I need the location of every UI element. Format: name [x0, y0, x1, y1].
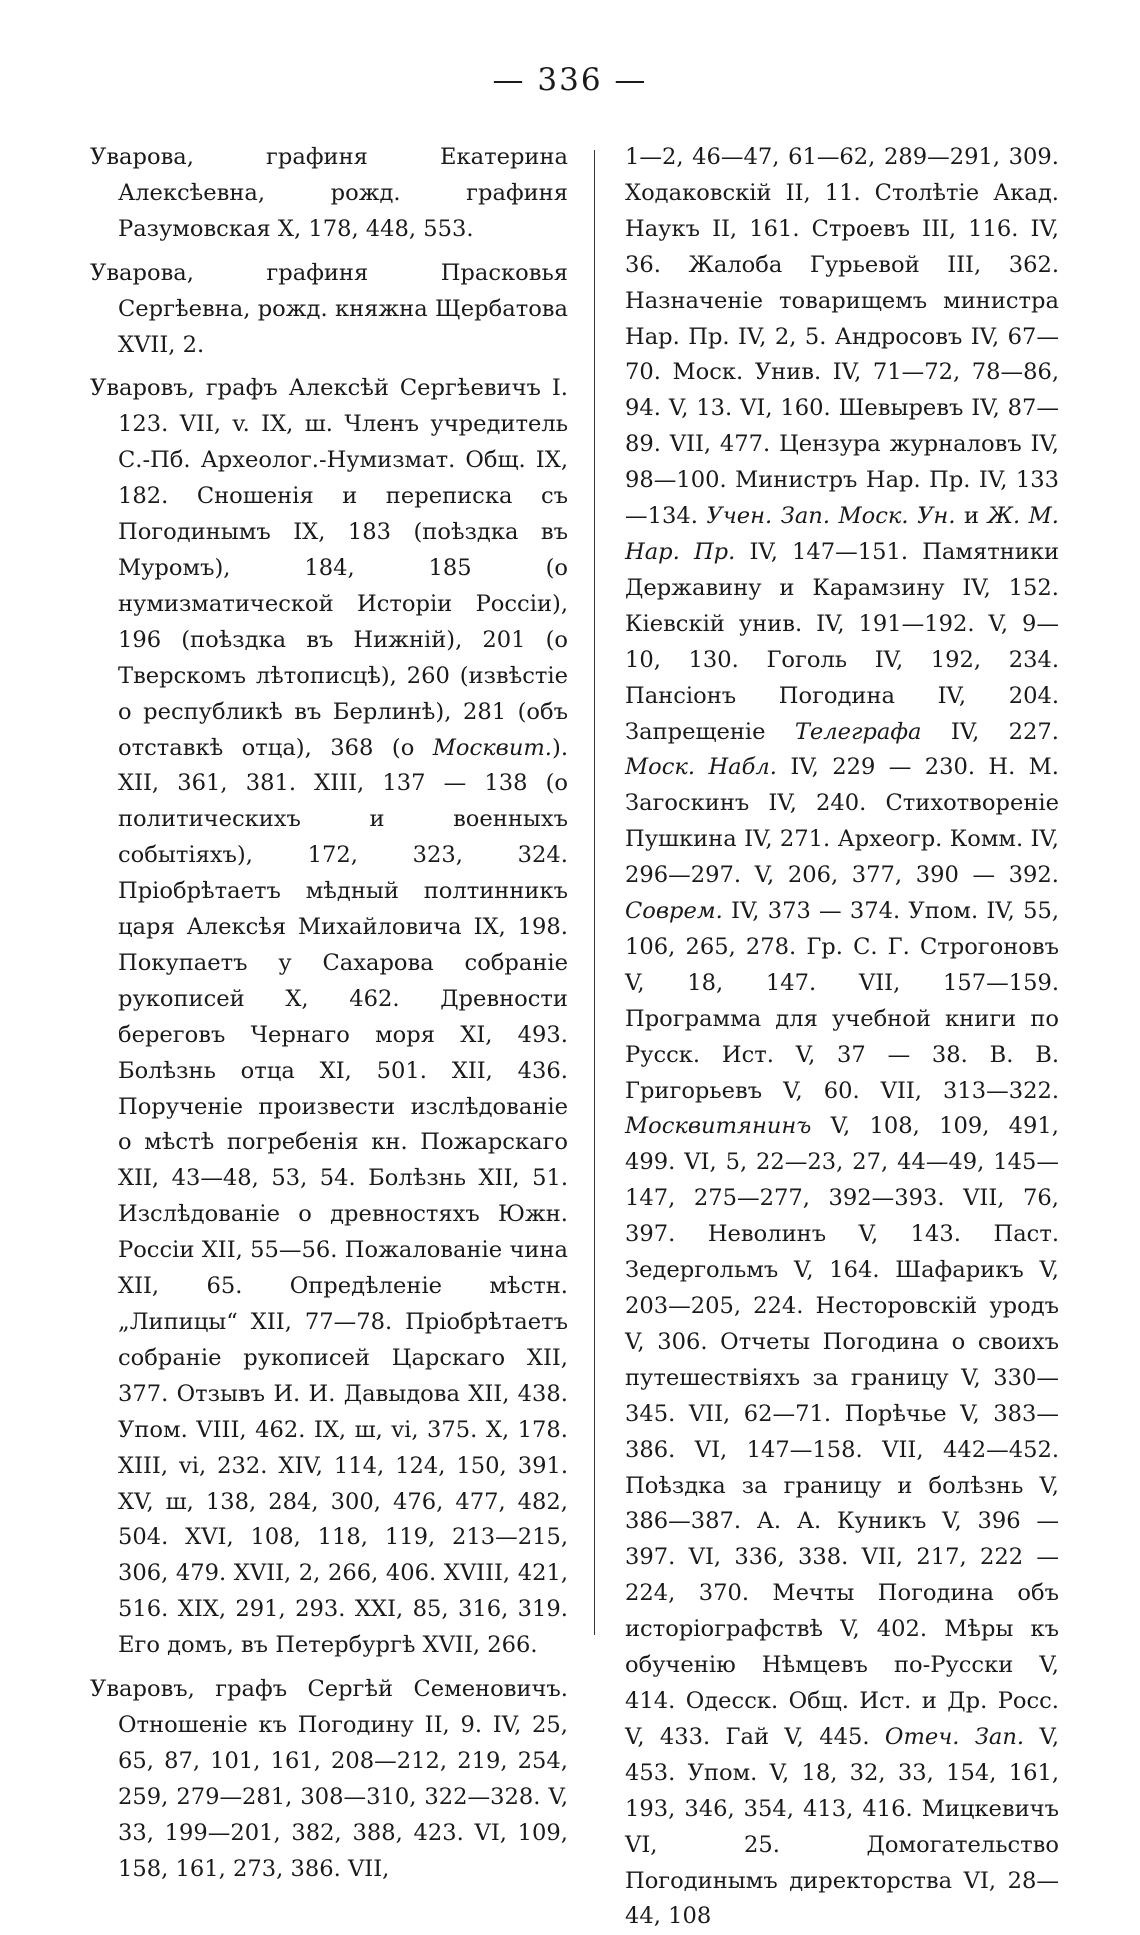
entry-text: 1—2, 46—47, 61—62, 289—291, 309. Ходаковскій II, 11. Столѣтіе Акад. Наукъ II, 161. Строевъ III, 116. IV, 36. Жалоба Гурьевой III, 362. Назначеніе товарищемъ министра Нар. Пр. IV, 2, 5. Андросовъ IV, 67—70. Моск. Унив. IV, 71—72, 78—86, 94. V, 13. VI, 160. Шевыревъ IV, 87—89. VII, 477. Цензура журналовъ IV, 98—100. Министръ Нар. Пр. IV, 133—134.: [625, 144, 1059, 530]
entry-text: ). XII, 361, 381. XIII, 137 — 138 (о политическихъ и военныхъ событіяхъ), 172, 323, 324. Пріобрѣтаетъ мѣдный полтинникъ царя Алексѣя Михайловича IX, 198. Покупаетъ у Сахарова собраніе рукописей X, 462. Древности береговъ Чернаго моря XI, 493. Болѣзнь отца XI, 501. XII, 436. Порученіе произвести изслѣдованіе о мѣстѣ погребенія кн. Пожарскаго XII, 43—48, 53, 54. Болѣзнь XII, 51. Изслѣдованіе о древностяхъ Южн. Россіи XII, 55—56. Пожалованіе чина XII, 65. Опредѣленіе мѣстн. „Липицы“ XII, 77—78. Пріобрѣтаетъ собраніе рукописей Царскаго XII, 377. Отзывъ И. И. Давыдова XII, 438. Упом. VIII, 462. IX, ш, vi, 375. X, 178. XIII, vi, 232. XIV, 114, 124, 150, 391. XV, ш, 138, 284, 300, 476, 477, 482, 504. XVI, 108, 118, 119, 213—215, 306, 479. XVII, 2, 266, 406. XVIII, 421, 516. XIX, 291, 293. XXI, 85, 316, 319. Его домъ, въ Петербургѣ XVII, 266.: [118, 734, 568, 1659]
journal-title: Москвит.: [432, 734, 552, 761]
column-divider: [594, 150, 595, 1635]
entry-text: IV, 147—151. Памятники Державину и Карамзину IV, 152. Кіевскій унив. IV, 191—192. V, 9—10, 130. Гоголь IV, 192, 234. Пансіонъ Погодина IV, 204. Запрещеніе: [625, 538, 1060, 745]
entry-text: IV, 227.: [921, 718, 1059, 745]
index-column-right: [625, 140, 1059, 1935]
index-column-left: [90, 140, 568, 1896]
entry-text: V, 108, 109, 491, 499. VI, 5, 22—23, 27, 44—49, 145—147, 275—277, 392—393. VII, 76, 397. Неволинъ V, 143. Паст. Зедергольмъ V, 164. Шафарикъ V, 203—205, 224. Несторовскій уродъ V, 306. Отчеты Погодина о своихъ путешествіяхъ за границу V, 330—345. VII, 62—71. Порѣчье V, 383—386. VI, 147—158. VII, 442—452. Поѣздка за границу и болѣзнь V, 386—387. А. А. Куникъ V, 396 — 397. VI, 336, 338. VII, 217, 222 — 224, 370. Мечты Погодина объ исторіографствѣ V, 402. Мѣры къ обученію Нѣмцевъ по-Русски V, 414. Одесск. Общ. Ист. и Др. Росс. V, 433. Гай V, 445.: [625, 1113, 1059, 1750]
journal-title: Моск. Набл.: [625, 754, 777, 781]
journal-title: Москвитянинъ: [625, 1113, 812, 1140]
index-entry: [90, 371, 568, 1664]
index-entry: Уварова, графиня Екатерина Алексѣевна, рожд. графиня Разумовская X, 178, 448, 553.: [90, 144, 568, 242]
entry-text: IV, 229 — 230. Н. М. Загоскинъ IV, 240. Стихотвореніе Пушкина IV, 271. Археогр. Комм. IV, 296—297. V, 206, 377, 390 — 392.: [625, 754, 1059, 889]
entry-text: V, 453. Упом. V, 18, 32, 33, 154, 161, 193, 346, 354, 413, 416. Мицкевичъ VI, 25. Домогательство Погодинымъ директорства VI, 28—44, 108: [625, 1723, 1059, 1930]
journal-title: Отеч. Зап.: [884, 1723, 1025, 1750]
journal-title: Соврем.: [625, 898, 723, 925]
entry-text: и: [955, 503, 988, 530]
entry-text: IV, 373 — 374. Упом. IV, 55, 106, 265, 278. Гр. С. Г. Строгоновъ V, 18, 147. VII, 157—159. Программа для учебной книги по Русск. Ист. V, 37 — 38. В. В. Григорьевъ V, 60. VII, 313—322.: [625, 898, 1059, 1104]
index-entry-continued: [625, 140, 1059, 1935]
entry-text: Уваровъ, графъ Алексѣй Сергѣевичъ I. 123. VII, v. IX, ш. Членъ учредитель С.-Пб. Археолог.-Нумизмат. Общ. IX, 182. Сношенія и переписка съ Погодинымъ IX, 183 (поѣздка въ Муромъ), 184, 185 (о нумизматической Исторіи Россіи), 196 (поѣздка въ Нижній), 201 (о Тверскомъ лѣтописцѣ), 260 (извѣстіе о республикѣ въ Берлинѣ), 281 (объ отставкѣ отца), 368 (о: [90, 375, 568, 761]
page-header: — 336 —: [492, 62, 648, 98]
index-entry: Уваровъ, графъ Сергѣй Семеновичъ. Отношеніе къ Погодину II, 9. IV, 25, 65, 87, 101, 161, 208—212, 219, 254, 259, 279—281, 308—310, 322—328. V, 33, 199—201, 382, 388, 423. VI, 109, 158, 161, 273, 386. VII,: [90, 1676, 568, 1882]
journal-title: Ж. М. Нар. Пр.: [625, 503, 1059, 565]
index-entry: Уварова, графиня Прасковья Сергѣевна, рожд. княжна Щербатова XVII, 2.: [90, 259, 568, 358]
journal-title: Учен. Зап. Моск. Ун.: [706, 503, 956, 530]
journal-title: Телеграфа: [794, 718, 922, 745]
